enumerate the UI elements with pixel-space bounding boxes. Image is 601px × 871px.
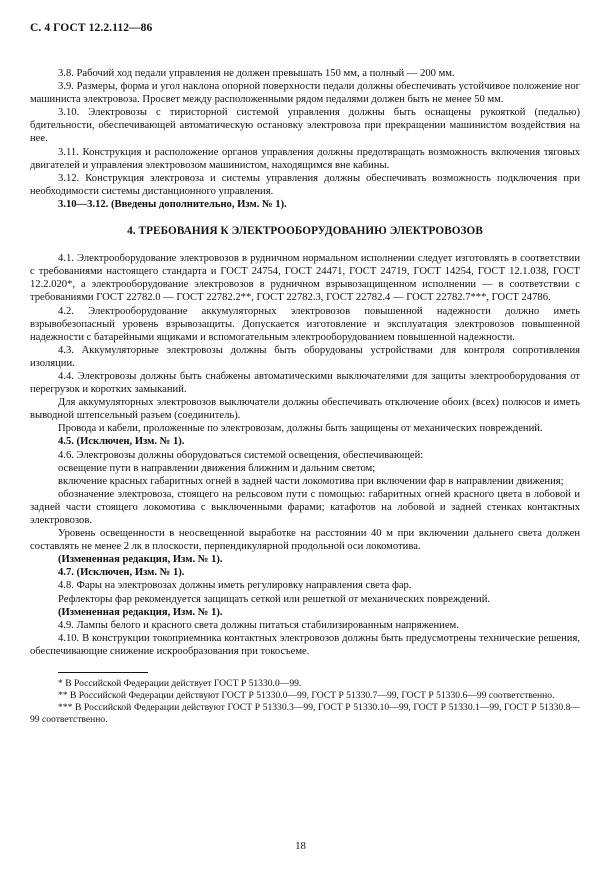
- amendment-note-4-8: (Измененная редакция, Изм. № 1).: [58, 606, 223, 618]
- footnote-1: * В Российской Федерации действует ГОСТ Р 51330.0—99.: [58, 678, 302, 690]
- footnote-2: ** В Российской Федерации действуют ГОСТ Р 51330.0—99, ГОСТ Р 51330.7—99, ГОСТ Р 51330.6—99 соответственно.: [58, 690, 555, 702]
- clause-4-4: 4.4. Электровозы должны быть снабжены автоматическими выключателями для защиты электрооборудования от перегрузок и коротких замыканий.: [30, 370, 580, 396]
- page-number: 18: [295, 840, 306, 852]
- footnote-3: *** В Российской Федерации действуют ГОСТ Р 51330.3—99, ГОСТ Р 51330.10—99, ГОСТ Р 51330.1—99, ГОСТ Р 51330.8—99 соответственно.: [30, 702, 580, 726]
- clause-4-6-illumination: Уровень освещенности в неосвещенной выработке на расстоянии 40 м при включении дальнего света должен составлять не менее 2 лк в плоскости, перпендикулярной продольной оси локомотива.: [30, 528, 580, 553]
- clause-3-9: 3.9. Размеры, форма и угол наклона опорной поверхности педали должны обеспечивать устойчивое положение ног машиниста электровоза. Просвет между расположенными рядом педалями должен быть не менее 50 мм.: [30, 81, 580, 106]
- clause-4-2: 4.2. Электрооборудование аккумуляторных электровозов повышенной надежности должно иметь взрывобезопасный уровень взрывозащиты. Допускается изготовление и эксплуатация электровозов повышенной надежности с батарейными ящиками и вспомогательным электрооборудованием повышенной надежности.: [30, 305, 580, 343]
- amendment-note-4-6: (Измененная редакция, Изм. № 1).: [58, 554, 223, 566]
- clause-3-12: 3.12. Конструкция электровоза и системы управления должны обеспечивать возможность подключения при необходимости системы дистанционного управления.: [30, 172, 580, 197]
- clause-4-4-wiring: Провода и кабели, проложенные по электровозам, должны быть защищены от механических повреждений.: [58, 423, 543, 435]
- clause-4-10: 4.10. В конструкции токоприемника контактных электровозов должны быть предусмотрены технические решения, обеспечивающие снижение искрообразования при токосъеме.: [30, 632, 580, 657]
- page-header: С. 4 ГОСТ 12.2.112—86: [30, 22, 153, 34]
- clause-4-6: 4.6. Электровозы должны оборудоваться системой освещения, обеспечивающей:: [58, 449, 424, 461]
- clause-3-8: 3.8. Рабочий ход педали управления не должен превышать 150 мм, а полный — 200 мм.: [58, 68, 455, 79]
- clause-4-3: 4.3. Аккумуляторные электровозы должны быть оборудованы устройствами для контроля сопротивления изоляции.: [30, 344, 580, 369]
- document-body: [30, 67, 580, 726]
- clause-4-7: 4.7. (Исключен, Изм. № 1).: [58, 567, 185, 579]
- clause-4-5: 4.5. (Исключен, Изм. № 1).: [58, 436, 185, 448]
- clause-4-4-breakers: Для аккумуляторных электровозов выключатели должны обеспечивать отключение обоих (всех) полюсов и иметь выводной штепсельный разъем (соединитель).: [30, 397, 580, 422]
- clause-4-9: 4.9. Лампы белого и красного света должны питаться стабилизированным напряжением.: [58, 619, 459, 631]
- clause-4-8-reflectors: Рефлекторы фар рекомендуется защищать сеткой или решеткой от механических повреждений.: [58, 593, 491, 605]
- clause-3-10: 3.10. Электровозы с тиристорной системой управления должны быть оснащены рукояткой (педалью) бдительности, обеспечивающей автоматическую остановку электровоза при прекращении машинистом воздействия на нее.: [30, 107, 580, 145]
- clause-4-8: 4.8. Фары на электровозах должны иметь регулировку направления света фар.: [58, 580, 412, 592]
- clause-4-6-item-c: обозначение электровоза, стоящего на рельсовом пути с помощью: габаритных огней красного цвета в лобовой и задней части стоящего локомотива с выключенными фарами; катафотов на лобовой и задней стенках контактных электровозов.: [30, 488, 580, 526]
- amendment-note-3-10-3-12: 3.10—3.12. (Введены дополнительно, Изм. № 1).: [58, 198, 287, 210]
- clause-4-6-item-b: включение красных габаритных огней в задней части локомотива при включении фар в направлении движения;: [58, 475, 564, 487]
- clause-3-11: 3.11. Конструкция и расположение органов управления должны предотвращать возможность включения тяговых двигателей и управления электровозом машинистом, находящимся вне кабины.: [30, 146, 580, 171]
- footnote-divider: [58, 672, 148, 673]
- section-4-title: 4. ТРЕБОВАНИЯ К ЭЛЕКТРООБОРУДОВАНИЮ ЭЛЕКТРОВОЗОВ: [127, 225, 483, 238]
- clause-4-1: 4.1. Электрооборудование электровозов в рудничном нормальном исполнении следует изготовлять в соответствии с требованиями настоящего стандарта и ГОСТ 24754, ГОСТ 24471, ГОСТ 24719, ГОСТ 14254, ГОСТ 12.1.038, ГОСТ 12.2.020*, а электрооборудование электровозов в рудничном взрывозащищенном исполнении — в соответствии с требованиями ГОСТ 22782.0 — ГОСТ 22782.2**, ГОСТ 22782.3, ГОСТ 22782.4 — ГОСТ 22782.7***, ГОСТ 24786.: [30, 253, 580, 304]
- clause-4-6-item-a: освещение пути в направлении движения ближним и дальним светом;: [58, 462, 376, 474]
